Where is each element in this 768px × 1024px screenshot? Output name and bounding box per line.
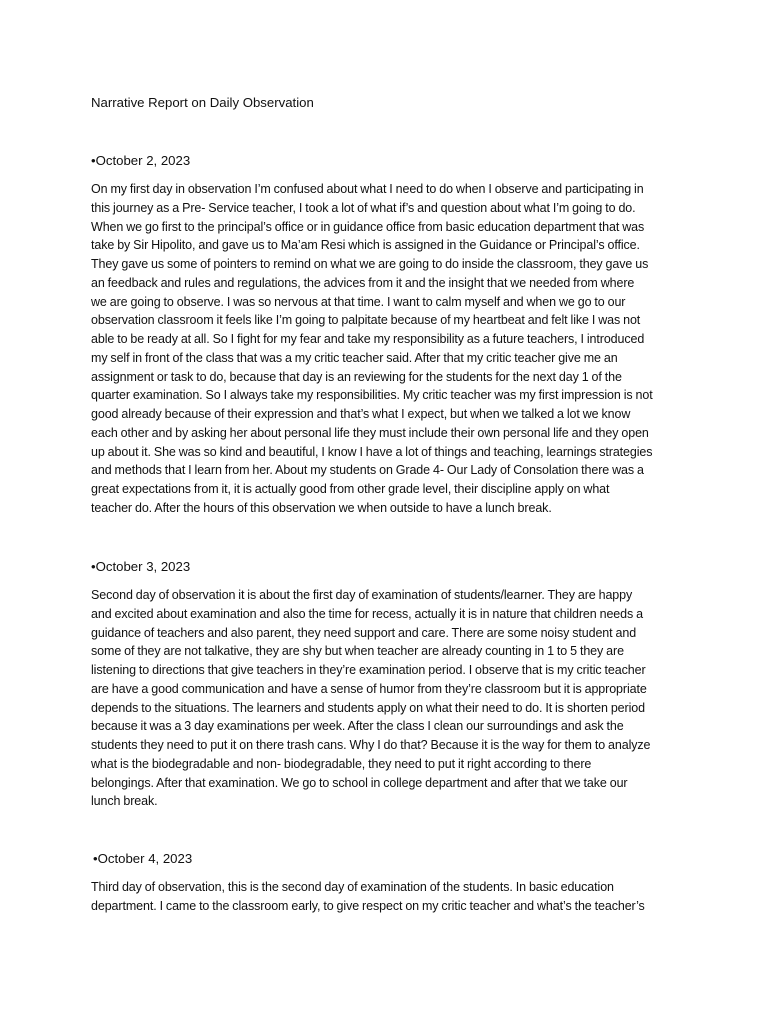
paragraph-line: this journey as a Pre- Service teacher, I took a lot of what if’s and question about what I’m going to do. [91, 200, 636, 215]
paragraph-line: department. I came to the classroom early, to give respect on my critic teacher and what’s the teacher’s [91, 898, 645, 913]
paragraph-line: quarter examination. So I always take my responsibilities. My critic teacher was my first impression is not [91, 388, 653, 403]
paragraph-line: Second day of observation it is about the first day of examination of students/learner. They are happy [91, 588, 633, 602]
entry-october-4 [91, 849, 686, 916]
entry-october-3 [91, 557, 686, 811]
paragraph-line: teacher do. After the hours of this observation we when outside to have a lunch break. [91, 500, 552, 515]
paragraph-line: Third day of observation, this is the second day of examination of the students. In basic education [91, 880, 614, 894]
paragraph-line: we are going to observe. I was so nervous at that time. I want to calm myself and when we go to our [91, 294, 626, 309]
paragraph-line: observation classroom it feels like I’m going to palpitate because of my heartbeat and felt like I was not [91, 313, 641, 328]
paragraph-line: an feedback and rules and regulations, the advices from it and the insight that we needed from where [91, 275, 635, 290]
paragraph-line: each other and by asking her about personal life they must include their own personal life and they open [91, 425, 649, 440]
paragraph-line: They gave us some of pointers to remind on what we are going to do inside the classroom, they gave us [91, 257, 649, 271]
paragraph-line: take by Sir Hipolito, and gave us to Ma’am Resi which is assigned in the Guidance or Principal’s office. [91, 238, 640, 253]
entry-paragraph [91, 180, 686, 518]
paragraph-line: my self in front of the class that was a my critic teacher said. After that my critic teacher give me an [91, 350, 618, 365]
paragraph-line: depends to the situations. The learners and students apply on what their need to do. It is shorten period [91, 700, 645, 715]
entry-date: •October 4, 2023 [93, 851, 193, 866]
entry-date: •October 2, 2023 [91, 153, 191, 168]
entry-october-2 [91, 151, 686, 518]
paragraph-line: When we go first to the principal’s office or in guidance office from basic education department that was [91, 219, 645, 234]
entry-paragraph [91, 878, 686, 916]
paragraph-line: up about it. She was so kind and beautiful, I know I have a lot of things and teaching, learnings strategies [91, 444, 653, 459]
paragraph-line: are have a good communication and have a sense of humor from they’re classroom but it is appropriate [91, 681, 647, 696]
paragraph-line: lunch break. [91, 794, 158, 809]
paragraph-line: some of they are not talkative, they are shy but when teacher are already counting in 1 to 5 they are [91, 644, 624, 659]
paragraph-line: students they need to put it on there trash cans. Why I do that? Because it is the way for them to analyze [91, 738, 651, 752]
paragraph-line: and methods that I learn from her. About my students on Grade 4- Our Lady of Consolation there was a [91, 463, 644, 478]
paragraph-line: good already because of their expression and that’s what I expect, but when we talked a lot we know [91, 407, 631, 421]
paragraph-line: listening to directions that give teachers in they’re examination period. I observe that is my critic teacher [91, 663, 646, 677]
paragraph-line: guidance of teachers and also parent, they need support and care. There are some noisy student and [91, 625, 637, 640]
paragraph-line: because it was a 3 day examinations per week. After the class I clean our surroundings and ask the [91, 719, 624, 734]
paragraph-line: what is the biodegradable and non- biodegradable, they need to put it right according to there [91, 756, 592, 771]
entry-date: •October 3, 2023 [91, 559, 191, 574]
entry-paragraph [91, 586, 686, 811]
paragraph-line: and excited about examination and also the time for recess, actually it is in nature that children needs a [91, 606, 643, 621]
paragraph-line: On my first day in observation I’m confused about what I need to do when I observe and participating in [91, 182, 644, 196]
document-title: Narrative Report on Daily Observation [91, 95, 314, 110]
paragraph-line: able to be ready at all. So I fight for my fear and take my responsibility as a future teachers, I introduced [91, 332, 645, 346]
paragraph-line: belongings. After that examination. We go to school in college department and after that we take our [91, 775, 628, 790]
paragraph-line: great expectations from it, it is actually good from other grade level, their discipline apply on what [91, 482, 610, 496]
paragraph-line: assignment or task to do, because that day is an reviewing for the students for the next day 1 of the [91, 369, 622, 384]
